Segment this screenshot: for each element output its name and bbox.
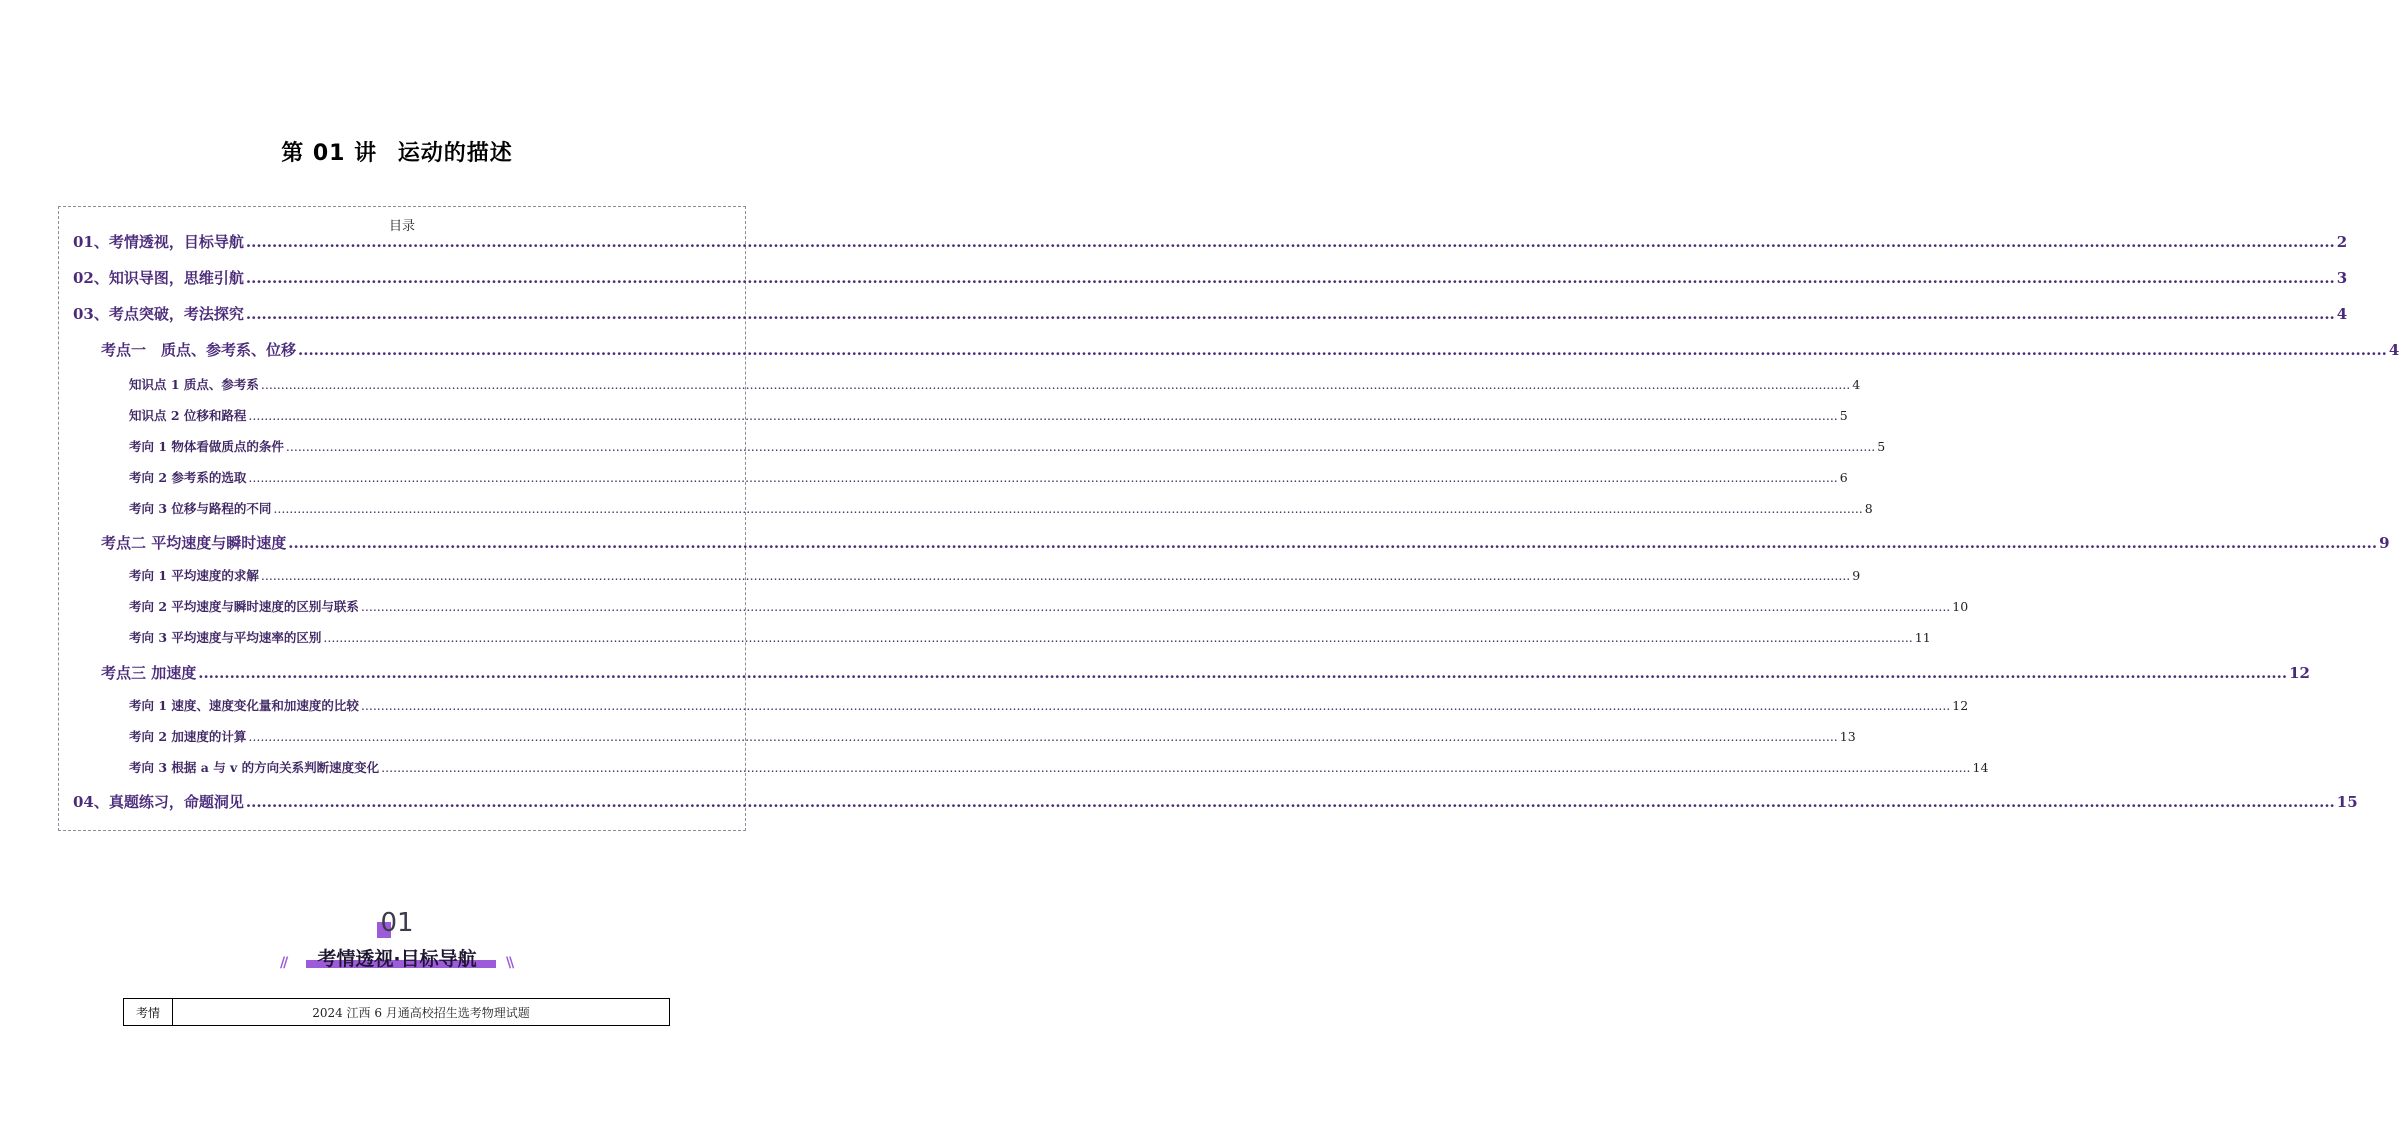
toc-entry-page: 3 [2336, 269, 2348, 287]
toc-entry-page: 6 [1839, 470, 1848, 485]
table-of-contents [58, 206, 2399, 831]
toc-entry-page: 13 [1839, 729, 1856, 744]
toc-entry-kaoxiang-1-3[interactable] [129, 499, 1873, 517]
toc-leader: ................................................................................................................................................................................................................................................................................................................................................................................................................ [288, 534, 2378, 552]
toc-leader: ................................................................................................................................................................................................................................................................................................................................................................................................................ [285, 439, 1876, 454]
toc-entry-01[interactable] [73, 231, 2348, 252]
toc-entry-kaoxiang-1-2[interactable] [129, 468, 1848, 486]
toc-entry-title: 考向 3 平均速度与平均速率的区别 [129, 630, 322, 645]
toc-entry-title: 01、考情透视，目标导航 [73, 233, 244, 251]
toc-entry-title: 考向 1 平均速度的求解 [129, 568, 259, 583]
exam-info-table [123, 998, 670, 1026]
toc-entry-title: 考向 2 参考系的选取 [129, 470, 247, 485]
toc-entry-page: 12 [1952, 698, 1969, 713]
toc-leader: ................................................................................................................................................................................................................................................................................................................................................................................................................ [360, 599, 1951, 614]
section-title: 考情透视·目标导航 [317, 948, 477, 970]
section-number: 01 [380, 908, 414, 938]
toc-entry-title: 知识点 2 位移和路程 [129, 408, 247, 423]
toc-entry-page: 10 [1952, 599, 1969, 614]
toc-entry-title: 考点一 质点、参考系、位移 [101, 341, 297, 359]
toc-entry-title: 考点三 加速度 [101, 664, 197, 682]
toc-leader: ................................................................................................................................................................................................................................................................................................................................................................................................................ [273, 501, 1863, 516]
toc-entry-page: 15 [2336, 793, 2358, 811]
toc-entry-03[interactable] [73, 303, 2348, 324]
toc-entry-kaoxiang-3-1[interactable] [129, 696, 1969, 714]
toc-entry-title: 考向 2 平均速度与瞬时速度的区别与联系 [129, 599, 359, 614]
toc-entry-title: 考点二 平均速度与瞬时速度 [101, 534, 287, 552]
toc-entry-page: 12 [2289, 664, 2310, 682]
toc-entry-title: 知识点 1 质点、参考系 [129, 377, 259, 392]
toc-entry-kaodian-3[interactable] [101, 662, 2310, 683]
toc-entry-page: 2 [2336, 233, 2348, 251]
table-key-cell: 考情 [124, 999, 173, 1026]
toc-entry-kaoxiang-2-2[interactable] [129, 597, 1969, 615]
toc-entry-title: 考向 3 根据 a 与 v 的方向关系判断速度变化 [129, 760, 380, 775]
toc-leader: ................................................................................................................................................................................................................................................................................................................................................................................................................ [260, 568, 1851, 583]
toc-entry-title: 02、知识导图，思维引航 [73, 269, 244, 287]
document-title [0, 136, 794, 167]
toc-leader: ................................................................................................................................................................................................................................................................................................................................................................................................................ [381, 760, 1971, 775]
toc-entry-page: 4 [2388, 341, 2399, 359]
toc-entry-page: 4 [1852, 377, 1861, 392]
toc-entry-page: 11 [1914, 630, 1931, 645]
toc-entry-kaoxiang-3-3[interactable] [129, 758, 1989, 776]
toc-entry-title: 04、真题练习，命题洞见 [73, 793, 244, 811]
toc-leader: ................................................................................................................................................................................................................................................................................................................................................................................................................ [260, 377, 1851, 392]
toc-leader: ................................................................................................................................................................................................................................................................................................................................................................................................................ [248, 729, 1838, 744]
toc-entry-page: 4 [2336, 305, 2348, 323]
toc-entry-kaoxiang-2-3[interactable] [129, 628, 1931, 646]
toc-entry-page: 14 [1972, 760, 1989, 775]
toc-leader: ................................................................................................................................................................................................................................................................................................................................................................................................................ [248, 408, 1838, 423]
lecture-number: 第 01 讲 [281, 141, 378, 166]
table-row [124, 999, 670, 1026]
toc-entry-kaoxiang-1-1[interactable] [129, 437, 1886, 455]
toc-leader: ................................................................................................................................................................................................................................................................................................................................................................................................................ [323, 630, 1913, 645]
toc-entry-kaodian-2[interactable] [101, 532, 2390, 553]
toc-leader: ................................................................................................................................................................................................................................................................................................................................................................................................................ [298, 341, 2387, 359]
banner-slash-left: // [280, 955, 287, 971]
toc-leader: ................................................................................................................................................................................................................................................................................................................................................................................................................ [245, 305, 2335, 323]
toc-entry-02[interactable] [73, 267, 2348, 288]
toc-entry-zhishidian-1[interactable] [129, 375, 1861, 393]
toc-entry-page: 5 [1839, 408, 1848, 423]
toc-entry-page: 9 [2379, 534, 2390, 552]
toc-entry-page: 8 [1864, 501, 1873, 516]
toc-leader: ................................................................................................................................................................................................................................................................................................................................................................................................................ [245, 793, 2335, 811]
section-banner [296, 944, 498, 970]
toc-entry-04[interactable] [73, 791, 2358, 812]
banner-slash-right: \\ [506, 955, 513, 971]
toc-entry-kaoxiang-2-1[interactable] [129, 566, 1861, 584]
toc-entry-zhishidian-2[interactable] [129, 406, 1848, 424]
toc-entry-kaoxiang-3-2[interactable] [129, 727, 1856, 745]
toc-entry-title: 考向 1 速度、速度变化量和加速度的比较 [129, 698, 359, 713]
toc-leader: ................................................................................................................................................................................................................................................................................................................................................................................................................ [245, 269, 2335, 287]
toc-leader: ................................................................................................................................................................................................................................................................................................................................................................................................................ [198, 664, 2288, 682]
toc-heading: 目录 [388, 219, 415, 234]
toc-entry-title: 考向 3 位移与路程的不同 [129, 501, 272, 516]
table-value-cell: 2024 江西 6 月通高校招生选考物理试题 [173, 999, 670, 1026]
toc-entry-title: 考向 2 加速度的计算 [129, 729, 247, 744]
toc-entry-kaodian-1[interactable] [101, 339, 2399, 360]
toc-leader: ................................................................................................................................................................................................................................................................................................................................................................................................................ [245, 233, 2335, 251]
toc-leader: ................................................................................................................................................................................................................................................................................................................................................................................................................ [360, 698, 1951, 713]
lecture-topic: 运动的描述 [397, 141, 513, 166]
toc-leader: ................................................................................................................................................................................................................................................................................................................................................................................................................ [248, 470, 1838, 485]
toc-entry-page: 5 [1877, 439, 1886, 454]
toc-entry-page: 9 [1852, 568, 1861, 583]
toc-entry-title: 03、考点突破，考法探究 [73, 305, 244, 323]
toc-entry-title: 考向 1 物体看做质点的条件 [129, 439, 284, 454]
